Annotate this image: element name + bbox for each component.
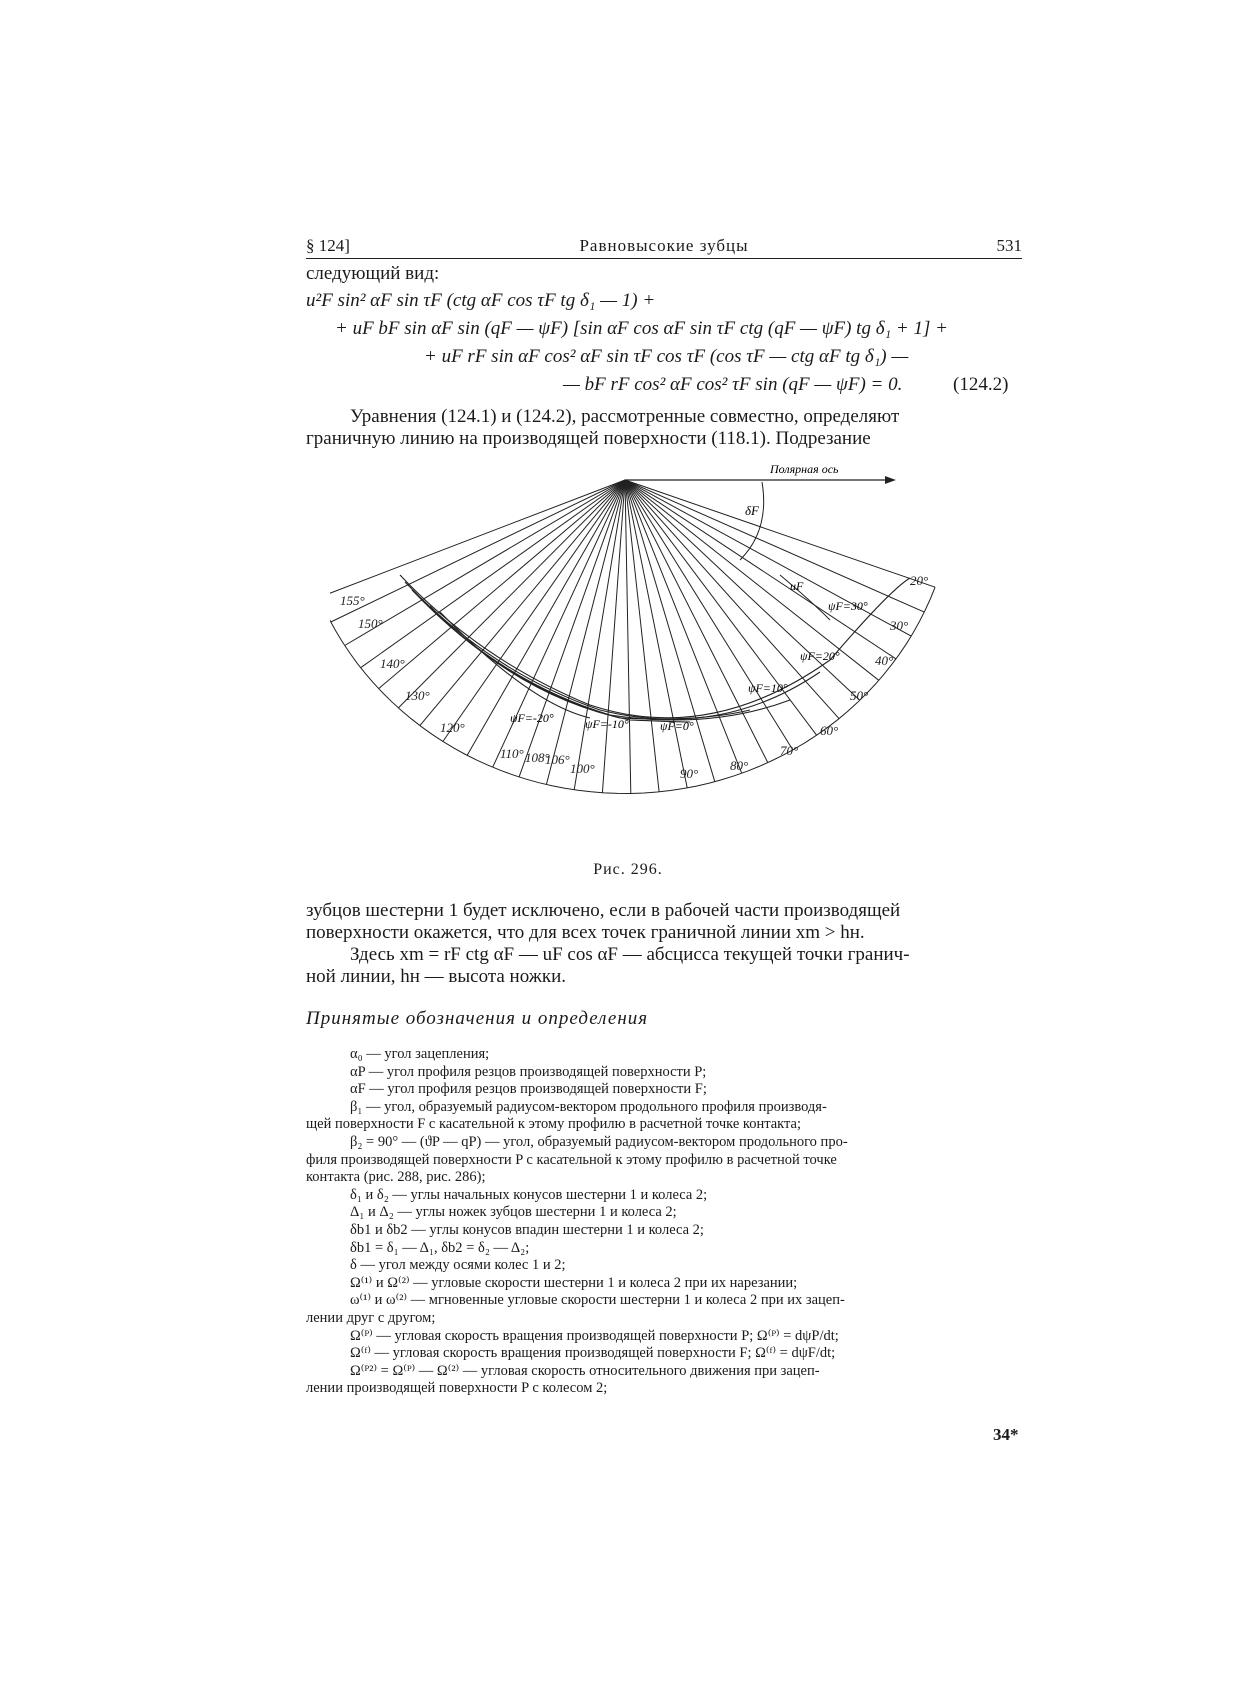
para1-line-1: Уравнения (124.1) и (124.2), рассмотренные совместно, определяют [350, 406, 900, 427]
fan-ray [546, 480, 625, 785]
fan-ray [625, 480, 839, 719]
fan-ray [602, 480, 625, 793]
angle-label: 90° [680, 766, 699, 781]
equation-line-4: — bF rF cos² αF cos² τF sin (qF — ψF) = 0. [563, 374, 903, 395]
header-rule [306, 258, 1022, 259]
definition-line: δ — угол между осями колес 1 и 2; [350, 1257, 566, 1274]
angle-label: 50° [850, 688, 869, 703]
definition-line: αF — угол профиля резцов производящей поверхности F; [350, 1081, 707, 1098]
fan-ray [361, 480, 625, 668]
figure-caption: Рис. 296. [593, 861, 663, 878]
intro-text: следующий вид: [306, 263, 440, 284]
running-header [306, 236, 1022, 258]
definition-line: Ω⁽ᴾ²⁾ = Ω⁽ᴾ⁾ — Ω⁽²⁾ — угловая скорость относительного движения при зацеп- [350, 1362, 820, 1379]
psi-label-minus20: ψF=-20° [510, 711, 554, 725]
definition-line: δb1 и δb2 — углы конусов впадин шестерни 1 и колеса 2; [350, 1222, 704, 1238]
equation-line-3: + uF rF sin αF cos² αF sin τF cos τF (cos τF — ctg αF tg δ₁) — [424, 346, 909, 367]
angle-label: 155° [340, 593, 365, 608]
psi-label-0: ψF=0° [660, 719, 694, 733]
psi-label-30: ψF=30° [828, 599, 868, 613]
page-number-bottom: 34* [993, 1425, 1019, 1444]
psi-label-minus10: ψF=-10° [585, 717, 629, 731]
para2-line-4: ной линии, hн — высота ножки. [306, 966, 567, 987]
para2-line-1: зубцов шестерни 1 будет исключено, если в рабочей части производящей [306, 900, 901, 921]
definition-line: Δ₁ и Δ₂ — углы ножек зубцов шестерни 1 и колеса 2; [350, 1204, 677, 1221]
angle-label: 70° [780, 743, 799, 758]
fan-ray [625, 480, 817, 735]
definition-line: щей поверхности F с касательной к этому профилю в расчетной точке контакта; [306, 1116, 802, 1133]
boundary-curve [420, 598, 750, 719]
equation-number: (124.2) [953, 374, 1009, 395]
equation-line-2: + uF bF sin αF sin (qF — ψF) [sin αF cos αF sin τF ctg (qF — ψF) tg δ₁ + 1] + [335, 318, 948, 339]
definition-line: α₀ — угол зацепления; [350, 1046, 490, 1062]
definition-line: лении друг с другом; [306, 1310, 436, 1326]
definition-line: филя производящей поверхности P с касательной к этому профилю в расчетной точке [306, 1151, 837, 1168]
psi-label-10: ψF=10° [748, 681, 788, 695]
definition-line: Ω⁽¹⁾ и Ω⁽²⁾ — угловые скорости шестерни 1 и колеса 2 при их нарезании; [350, 1274, 798, 1291]
definition-line: αP — угол профиля резцов производящей поверхности P; [350, 1063, 707, 1080]
angle-label: 120° [440, 720, 465, 735]
angle-label: 110° [500, 746, 524, 761]
fan-ray [625, 480, 687, 788]
angle-label: 100° [570, 761, 595, 776]
psi-label-20: ψF=20° [800, 649, 840, 663]
angle-label: 108° [525, 750, 550, 765]
definition-line: ω⁽¹⁾ и ω⁽²⁾ — мгновенные угловые скорости шестерни 1 и колеса 2 при их зацеп- [350, 1292, 845, 1309]
definition-line: контакта (рис. 288, рис. 286); [306, 1169, 486, 1186]
definition-line: δb1 = δ₁ — Δ₁, δb2 = δ₂ — Δ₂; [350, 1239, 530, 1256]
u-arc [780, 575, 830, 620]
definition-line: δ₁ и δ₂ — углы начальных конусов шестерни 1 и колеса 2; [350, 1186, 708, 1203]
definition-line: β₂ = 90° — (ϑP — qP) — угол, образуемый радиусом-вектором продольного про- [350, 1134, 848, 1150]
section-marker: § 124] [306, 236, 350, 255]
running-title: Равновысокие зубцы [579, 236, 749, 255]
para1-line-2: граничную линию на производящей поверхности (118.1). Подрезание [306, 428, 871, 449]
u-label: uF [790, 579, 804, 593]
fan-ray [625, 480, 860, 700]
definition-line: Ω⁽ᶠ⁾ — угловая скорость вращения производящей поверхности F; Ω⁽ᶠ⁾ = dψF/dt; [350, 1345, 836, 1362]
definition-line: β₁ — угол, образуемый радиусом-вектором продольного профиля производя- [350, 1098, 827, 1115]
angle-label: 150° [358, 616, 383, 631]
angle-label: 30° [890, 618, 909, 633]
page-number-top: 531 [996, 236, 1022, 255]
definition-line: Ω⁽ᴾ⁾ — угловая скорость вращения производящей поверхности P; Ω⁽ᴾ⁾ = dψP/dt; [350, 1327, 839, 1344]
angle-label: 130° [405, 688, 430, 703]
fan-ray [625, 480, 896, 659]
angle-label: 80° [730, 758, 749, 773]
figure-296 [330, 460, 950, 840]
angle-label: 40° [875, 653, 894, 668]
fan-lines [330, 480, 935, 794]
fan-ray [330, 480, 625, 597]
fan-ray [574, 480, 625, 790]
fan-ray [420, 480, 625, 726]
equation-line-1: u²F sin² αF sin τF (ctg αF cos τF tg δ₁ — 1) + [306, 290, 656, 311]
section-title: Принятые обозначения и определения [306, 1008, 649, 1029]
fan-ray [625, 480, 911, 636]
angle-label: 20° [910, 573, 929, 588]
delta-label: δF [745, 503, 759, 518]
fan-ray [331, 480, 625, 622]
angle-label: 60° [820, 723, 839, 738]
angle-label: 140° [380, 656, 405, 671]
angle-label: 106° [545, 752, 570, 767]
boundary-curve [400, 575, 910, 718]
polar-axis-arrow [885, 476, 896, 484]
para2-line-3: Здесь xm = rF ctg αF — uF cos αF — абсцисса текущей точки гранич- [350, 944, 910, 965]
polar-axis-label: Полярная ось [770, 462, 839, 476]
definition-line: лении производящей поверхности P с колесом 2; [306, 1380, 608, 1397]
para2-line-2: поверхности окажется, что для всех точек граничной линии xm > hн. [306, 922, 865, 943]
